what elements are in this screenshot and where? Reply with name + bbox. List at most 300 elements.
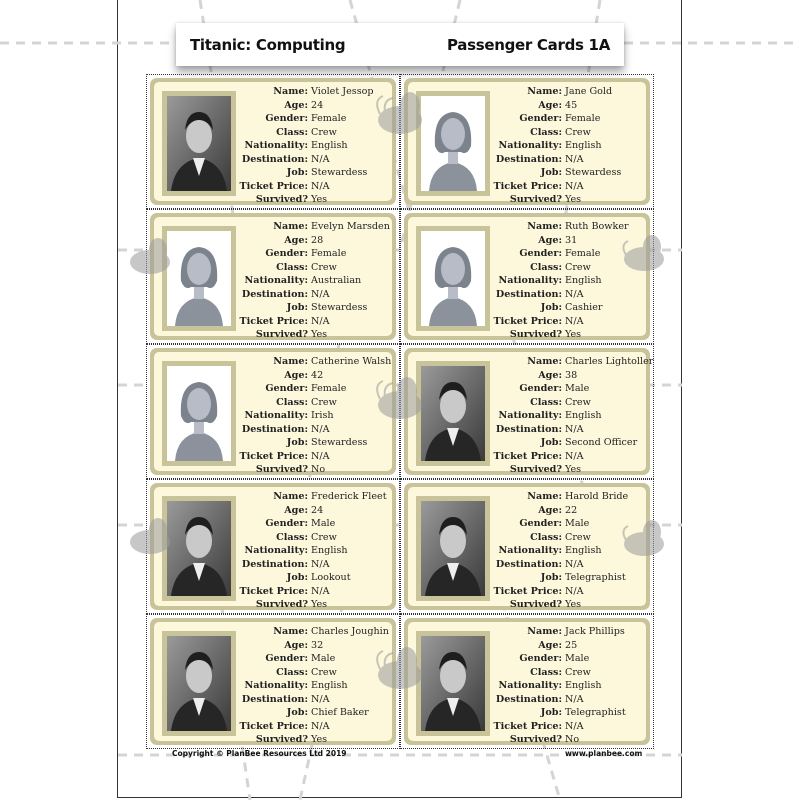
field-row-ticket-price (238, 180, 390, 194)
field-row-nationality (238, 139, 390, 153)
passenger-photo (167, 96, 231, 191)
field-row-job (238, 571, 390, 585)
field-label: Survived? (509, 329, 562, 340)
field-row-destination (492, 558, 644, 572)
field-value: Stewardess (311, 302, 368, 313)
passenger-photo (421, 366, 485, 461)
passenger-photo-frame (416, 91, 490, 196)
passenger-details (238, 625, 390, 747)
field-row-ticket-price (492, 585, 644, 599)
field-label: Destination: (495, 558, 562, 570)
field-row-name (238, 220, 390, 234)
portrait-photo-icon (421, 366, 485, 461)
field-label: Destination: (241, 558, 308, 570)
field-row-nationality (238, 544, 390, 558)
field-row-nationality (492, 139, 644, 153)
passenger-photo (167, 231, 231, 326)
field-value: 24 (311, 99, 324, 111)
field-value: N/A (565, 423, 584, 435)
field-row-class (492, 261, 644, 275)
field-label: Age: (284, 99, 308, 111)
field-label: Survived? (255, 194, 308, 205)
field-label: Name: (527, 221, 562, 232)
field-label: Name: (527, 626, 562, 637)
field-row-name (492, 85, 644, 99)
field-value: Telegraphist (565, 707, 626, 718)
field-row-job (238, 706, 390, 720)
field-value: N/A (311, 288, 330, 300)
field-value: English (565, 140, 602, 151)
passenger-photo-frame (416, 226, 490, 331)
field-row-gender (238, 382, 390, 396)
field-value: Female (565, 248, 601, 259)
field-row-destination (492, 423, 644, 437)
field-value: Crew (311, 126, 337, 138)
field-label: Ticket Price: (239, 315, 308, 327)
field-value: N/A (565, 450, 584, 462)
field-label: Destination: (495, 423, 562, 435)
field-label: Ticket Price: (493, 720, 562, 732)
field-row-destination (492, 153, 644, 167)
passenger-photo (167, 636, 231, 731)
field-row-survived (238, 598, 390, 612)
field-value: Crew (311, 666, 337, 678)
field-label: Survived? (509, 194, 562, 205)
field-row-name (238, 490, 390, 504)
passenger-details (492, 355, 654, 477)
field-value: N/A (311, 423, 330, 435)
field-label: Job: (286, 707, 308, 718)
field-value: English (565, 545, 602, 556)
field-value: Catherine Walsh (311, 356, 392, 367)
field-row-age (238, 369, 390, 383)
field-label: Nationality: (244, 680, 308, 691)
field-label: Age: (284, 234, 308, 246)
field-label: Ticket Price: (239, 180, 308, 192)
field-row-ticket-price (492, 180, 644, 194)
field-row-gender (492, 247, 644, 261)
field-label: Job: (286, 437, 308, 448)
passenger-details (492, 85, 644, 207)
field-row-age (492, 99, 644, 113)
field-row-name (238, 355, 390, 369)
passenger-photo-frame (416, 496, 490, 601)
field-row-ticket-price (238, 585, 390, 599)
field-label: Job: (540, 302, 562, 313)
passenger-card (404, 618, 650, 745)
field-row-class (492, 126, 644, 140)
field-label: Gender: (519, 248, 562, 259)
passenger-card-7 (146, 479, 400, 614)
field-row-job (238, 166, 390, 180)
field-label: Ticket Price: (493, 315, 562, 327)
passenger-card-5 (146, 344, 400, 479)
field-row-name (492, 220, 644, 234)
field-value: No (565, 734, 580, 745)
field-value: Crew (311, 396, 337, 408)
field-label: Gender: (265, 248, 308, 259)
field-row-gender (238, 112, 390, 126)
field-label: Ticket Price: (239, 585, 308, 597)
female-silhouette-icon (167, 366, 231, 461)
field-value: Crew (565, 666, 591, 678)
field-label: Gender: (265, 383, 308, 394)
field-row-name (492, 490, 644, 504)
field-value: 45 (565, 99, 578, 111)
field-label: Nationality: (244, 410, 308, 421)
field-row-survived (492, 463, 644, 477)
field-row-survived (492, 598, 644, 612)
field-label: Name: (273, 491, 308, 502)
field-row-survived (492, 328, 644, 342)
website-link[interactable]: www.planbee.com (565, 749, 643, 758)
passenger-card-4 (400, 209, 654, 344)
field-label: Nationality: (244, 545, 308, 556)
field-row-job (238, 301, 390, 315)
field-row-survived (238, 328, 390, 342)
field-row-destination (238, 423, 390, 437)
field-value: 42 (311, 369, 324, 381)
field-label: Age: (538, 504, 562, 516)
field-row-gender (238, 517, 390, 531)
passenger-card-3 (146, 209, 400, 344)
field-label: Nationality: (244, 275, 308, 286)
field-value: Chief Baker (311, 707, 369, 718)
field-label: Name: (527, 491, 562, 502)
field-row-nationality (238, 409, 390, 423)
field-value: English (565, 410, 602, 421)
field-row-destination (492, 288, 644, 302)
portrait-photo-icon (421, 636, 485, 731)
field-value: N/A (311, 180, 330, 192)
field-label: Destination: (241, 288, 308, 300)
field-value: Ruth Bowker (565, 221, 629, 232)
field-value: 22 (565, 504, 578, 516)
passenger-card-6 (400, 344, 654, 479)
field-value: N/A (565, 720, 584, 732)
field-row-job (492, 436, 644, 450)
passenger-photo-frame (416, 631, 490, 736)
passenger-photo-frame (162, 226, 236, 331)
passenger-card (150, 213, 396, 340)
field-label: Survived? (509, 599, 562, 610)
field-row-class (238, 531, 390, 545)
field-value: Yes (565, 464, 582, 475)
field-row-age (492, 234, 644, 248)
portrait-photo-icon (421, 501, 485, 596)
field-label: Gender: (519, 653, 562, 664)
field-label: Gender: (265, 653, 308, 664)
field-value: English (311, 140, 348, 151)
passenger-card-body (154, 82, 392, 205)
field-value: Second Officer (565, 437, 638, 448)
field-row-name (238, 625, 390, 639)
field-value: Lookout (311, 572, 351, 583)
field-label: Class: (276, 396, 308, 408)
field-label: Survived? (255, 329, 308, 340)
field-value: Yes (311, 194, 328, 205)
passenger-card-2 (400, 74, 654, 209)
female-silhouette-icon (167, 231, 231, 326)
passenger-card (150, 618, 396, 745)
field-label: Job: (540, 707, 562, 718)
field-label: Class: (530, 666, 562, 678)
passenger-details (238, 85, 390, 207)
passenger-card-body (408, 352, 654, 475)
passenger-card-body (154, 352, 392, 475)
field-value: Yes (565, 599, 582, 610)
field-label: Age: (538, 99, 562, 111)
passenger-card (404, 213, 650, 340)
field-row-nationality (238, 274, 390, 288)
field-label: Destination: (241, 153, 308, 165)
field-value: Charles Joughin (311, 626, 389, 637)
field-value: N/A (565, 558, 584, 570)
field-label: Class: (530, 126, 562, 138)
field-row-age (492, 369, 644, 383)
field-value: Frederick Fleet (311, 491, 387, 502)
passenger-card (150, 483, 396, 610)
field-row-destination (238, 288, 390, 302)
field-row-ticket-price (238, 315, 390, 329)
field-label: Job: (540, 437, 562, 448)
field-value: Telegraphist (565, 572, 626, 583)
field-label: Survived? (509, 734, 562, 745)
field-value: Crew (565, 531, 591, 543)
passenger-photo (421, 501, 485, 596)
field-label: Nationality: (498, 680, 562, 691)
field-value: Yes (311, 599, 328, 610)
field-label: Destination: (495, 153, 562, 165)
field-row-gender (492, 112, 644, 126)
field-row-class (238, 126, 390, 140)
passenger-photo (167, 366, 231, 461)
field-label: Age: (284, 639, 308, 651)
field-value: Male (565, 383, 590, 394)
field-row-ticket-price (492, 720, 644, 734)
field-label: Survived? (509, 464, 562, 475)
passenger-details (492, 220, 644, 342)
field-value: N/A (311, 693, 330, 705)
field-row-nationality (492, 274, 644, 288)
field-label: Name: (273, 86, 308, 97)
field-label: Age: (538, 234, 562, 246)
field-value: Yes (565, 194, 582, 205)
field-value: Crew (311, 261, 337, 273)
field-label: Job: (540, 572, 562, 583)
passenger-photo (421, 231, 485, 326)
field-value: Stewardess (311, 437, 368, 448)
field-value: Yes (311, 734, 328, 745)
field-row-job (492, 166, 644, 180)
field-value: N/A (311, 585, 330, 597)
field-label: Job: (540, 167, 562, 178)
field-value: Crew (311, 531, 337, 543)
field-value: Male (565, 518, 590, 529)
field-row-destination (238, 693, 390, 707)
field-row-name (492, 625, 644, 639)
field-value: Cashier (565, 302, 603, 313)
field-value: Australian (311, 275, 362, 286)
passenger-card-10 (400, 614, 654, 749)
copyright-notice: Copyright © PlanBee Resources Ltd 2019 (172, 749, 347, 758)
passenger-card (150, 348, 396, 475)
field-label: Nationality: (498, 275, 562, 286)
field-row-job (492, 571, 644, 585)
field-row-class (492, 396, 644, 410)
field-value: 31 (565, 234, 578, 246)
field-value: 28 (311, 234, 324, 246)
field-value: English (311, 545, 348, 556)
field-value: Male (311, 518, 336, 529)
field-row-name (238, 85, 390, 99)
passenger-photo-frame (162, 91, 236, 196)
field-value: N/A (565, 288, 584, 300)
field-value: No (311, 464, 326, 475)
field-value: Crew (565, 396, 591, 408)
field-label: Ticket Price: (493, 180, 562, 192)
passenger-card-body (408, 487, 646, 610)
field-label: Age: (538, 639, 562, 651)
field-label: Destination: (495, 693, 562, 705)
field-value: Charles Lightoller (565, 356, 654, 367)
field-value: Female (311, 248, 347, 259)
field-row-class (492, 531, 644, 545)
field-value: English (311, 680, 348, 691)
portrait-photo-icon (167, 501, 231, 596)
field-row-survived (492, 733, 644, 747)
field-value: Jane Gold (565, 86, 613, 97)
field-label: Gender: (265, 113, 308, 124)
field-label: Class: (530, 531, 562, 543)
field-label: Survived? (255, 464, 308, 475)
field-row-age (238, 99, 390, 113)
field-value: N/A (311, 315, 330, 327)
portrait-photo-icon (167, 636, 231, 731)
field-row-gender (238, 652, 390, 666)
passenger-card-8 (400, 479, 654, 614)
field-value: Harold Bride (565, 491, 629, 502)
field-row-nationality (238, 679, 390, 693)
field-label: Gender: (519, 113, 562, 124)
field-value: Yes (565, 329, 582, 340)
field-row-age (238, 504, 390, 518)
female-silhouette-icon (421, 231, 485, 326)
field-label: Survived? (255, 734, 308, 745)
field-label: Job: (286, 302, 308, 313)
field-label: Ticket Price: (239, 720, 308, 732)
field-row-ticket-price (492, 450, 644, 464)
field-value: 25 (565, 639, 578, 651)
field-row-class (238, 261, 390, 275)
field-label: Name: (273, 221, 308, 232)
field-label: Age: (538, 369, 562, 381)
field-row-age (492, 504, 644, 518)
field-label: Job: (286, 167, 308, 178)
passenger-photo (421, 636, 485, 731)
field-row-survived (238, 463, 390, 477)
passenger-details (238, 490, 390, 612)
field-value: Stewardess (565, 167, 622, 178)
worksheet-title: Titanic: Computing (190, 35, 346, 54)
field-value: Female (311, 113, 347, 124)
passenger-card-body (408, 217, 646, 340)
field-row-destination (238, 558, 390, 572)
field-value: 32 (311, 639, 324, 651)
field-value: N/A (311, 153, 330, 165)
field-value: Female (311, 383, 347, 394)
passenger-card (150, 78, 396, 205)
field-row-age (492, 639, 644, 653)
field-label: Survived? (255, 599, 308, 610)
field-value: N/A (311, 450, 330, 462)
passenger-photo-frame (162, 361, 236, 466)
passenger-card-9 (146, 614, 400, 749)
field-row-job (492, 301, 644, 315)
worksheet-header (176, 23, 624, 66)
field-value: N/A (311, 720, 330, 732)
field-value: Stewardess (311, 167, 368, 178)
field-value: N/A (565, 585, 584, 597)
field-label: Age: (284, 504, 308, 516)
field-row-survived (238, 733, 390, 747)
field-row-ticket-price (492, 315, 644, 329)
field-label: Ticket Price: (493, 450, 562, 462)
field-value: Female (565, 113, 601, 124)
passenger-card-body (408, 622, 646, 745)
field-row-age (238, 234, 390, 248)
field-value: Yes (311, 329, 328, 340)
field-row-survived (238, 193, 390, 207)
field-label: Nationality: (498, 410, 562, 421)
passenger-card-body (154, 622, 392, 745)
passenger-photo-frame (162, 496, 236, 601)
passenger-card (404, 348, 654, 475)
passenger-details (492, 490, 644, 612)
field-value: Male (565, 653, 590, 664)
field-row-gender (492, 652, 644, 666)
field-value: Violet Jessop (311, 86, 374, 97)
passenger-card-body (154, 487, 392, 610)
field-label: Ticket Price: (493, 585, 562, 597)
portrait-photo-icon (167, 96, 231, 191)
field-label: Nationality: (498, 545, 562, 556)
passenger-photo-frame (416, 361, 490, 466)
field-value: N/A (565, 315, 584, 327)
passenger-details (238, 355, 390, 477)
field-row-job (238, 436, 390, 450)
passenger-card-body (408, 82, 646, 205)
field-label: Name: (527, 86, 562, 97)
field-row-nationality (492, 544, 644, 558)
field-label: Name: (273, 626, 308, 637)
field-value: English (565, 275, 602, 286)
field-row-survived (492, 193, 644, 207)
field-label: Class: (276, 126, 308, 138)
passenger-card-1 (146, 74, 400, 209)
field-label: Age: (284, 369, 308, 381)
field-value: Irish (311, 410, 334, 421)
worksheet-subtitle: Passenger Cards 1A (446, 35, 610, 54)
field-label: Class: (530, 261, 562, 273)
field-value: English (565, 680, 602, 691)
field-row-job (492, 706, 644, 720)
passenger-details (492, 625, 644, 747)
field-label: Destination: (241, 423, 308, 435)
female-silhouette-icon (421, 96, 485, 191)
field-row-class (238, 396, 390, 410)
passenger-card (404, 78, 650, 205)
